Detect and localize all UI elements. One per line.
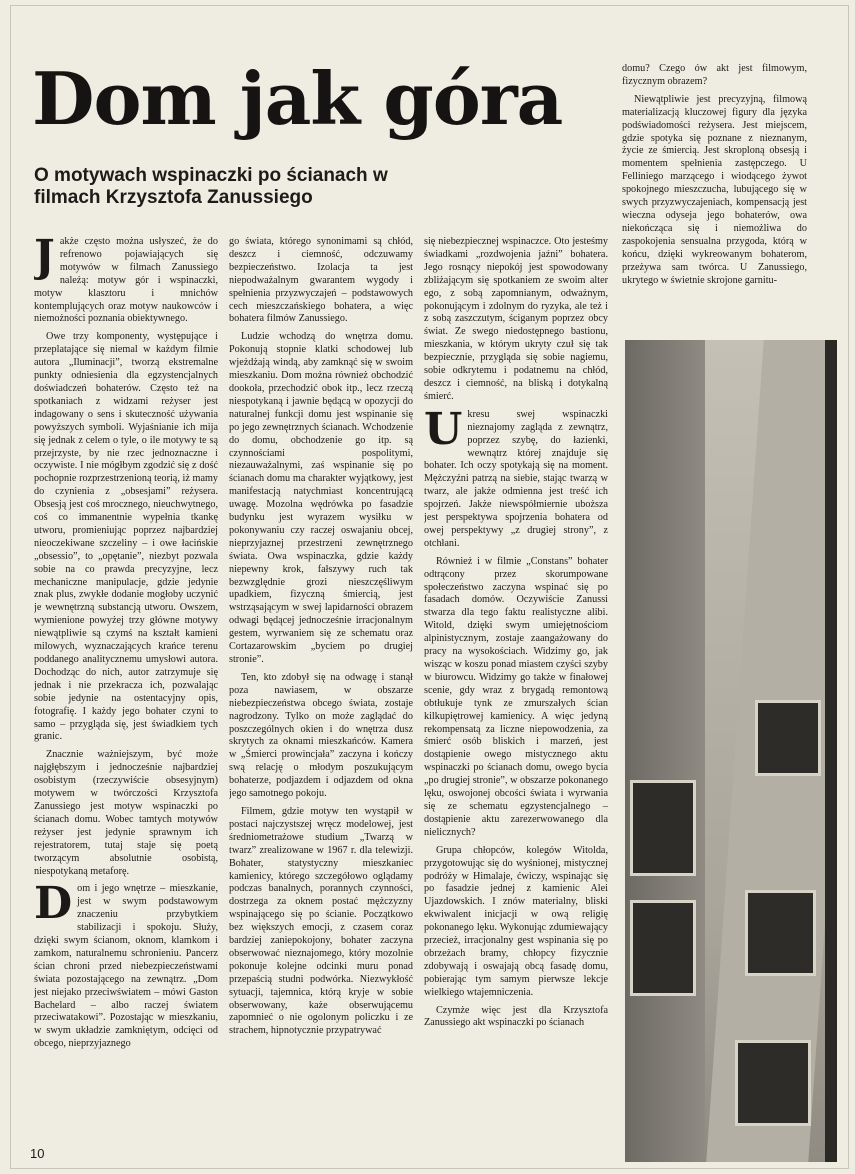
paragraph — [229, 236, 413, 326]
article-subtitle: O motywach wspinaczki po ścianach w filmach Krzysztofa Zanussiego — [34, 165, 388, 208]
paragraph-text: Ten, kto zdobył się na odwagę i stanął poza nawiasem, w obszarze niebezpieczeństwa obcego świata, zostaje nagrodzony. Tylko on może zaglądać do poszczególnych okien i do wnętrza dusz skrytych za oknami mieszkańców. Kamera w „Śmierci prowincjała” zaczyna i kończy swą relację o młodym poszukującym bohaterze, podjazdem i odjazdem od okna jego samotnego pokoju. — [229, 671, 413, 800]
paragraph — [622, 94, 807, 288]
paragraph-text: Czymże więc jest dla Krzysztofa Zanussiego akt wspinaczki po ścianach — [424, 1004, 608, 1029]
paragraph — [34, 878, 218, 1051]
building-photo — [625, 340, 837, 1162]
text-column-3 — [424, 236, 608, 1154]
paragraph — [424, 236, 608, 404]
paragraph-text: Znacznie ważniejszym, być może najgłębszym i jednocześnie najbardziej osobistym (rzeczywiście obsesyjnym) motywem w twórczości Krzysztofa Zanussiego jest motyw wspinaczki po ścianach domu. Wobec tamtych motywów reżyser jest jedynie sprawnym ich rejestratorem, tutaj staje się poetą tworzącym absolutnie osobistą, niespotykaną metaforę. — [34, 749, 218, 877]
text-column-2 — [229, 236, 413, 1154]
paragraph — [622, 63, 807, 89]
text-column-1 — [34, 236, 218, 1154]
drop-cap: J — [34, 236, 55, 282]
paragraph — [424, 1005, 608, 1031]
photo-building-edge — [825, 340, 837, 1162]
paragraph — [229, 331, 413, 667]
photo-window — [630, 900, 696, 996]
paragraph-text: się niebezpiecznej wspinaczce. Oto jesteśmy świadkami „rozdwojenia jaźni” bohatera. Jego rosnący niepokój jest spowodowany zbliżającym się spotkaniem ze swoim alter ego, z sobą zapomnianym, odważnym, pokonującym i zdolnym do ryzyka, ale też i z sobą zaszczutym, ściganym poprzez obcy świat. Ze swego niedostępnego bastionu, mieszkania, w którym ukryty czuł się tak bezpiecznie, przygląda się sobie nagiemu, sobie odkrytemu i podatnemu na chłód, deszcz i ciemność, na bliską i dotykalną śmierć. — [424, 236, 608, 402]
paragraph — [229, 806, 413, 1038]
paragraph-text: akże często można usłyszeć, że do refrenowo pojawiających się motywów w filmach Zanussiego należą: motyw gór i wspinaczki, motyw klasztoru i mnichów kontemplujących oraz motyw naukowców i niemożności poznania obiektywnego. — [34, 236, 218, 325]
photo-window — [735, 1040, 811, 1126]
photo-window — [745, 890, 816, 976]
paragraph — [229, 672, 413, 801]
drop-cap: U — [424, 403, 463, 455]
drop-cap: D — [34, 878, 73, 930]
paragraph-text: Owe trzy komponenty, występujące i przeplatające się niemal w każdym filmie autora „Iluminacji”, tworzą ekstremalne punkty odniesienia dla egzystencjalnych doświadczeń bohaterów. Często też na spotkaniach z widzami reżyser jest indagowany o sens i skuteczność używania powyższych symboli. Wyjaśnianie ich mija się jednak z celem o tyle, o ile motywy te są przejrzyste, by nie rzec jednoznaczne i oczywiste. I nie mógłbym zgodzić się z dość pochopnie rozprzestrzenioną teorią, iż mamy do czynienia z „obsesjami” reżysera. Obsesją jest coś mrocznego, nieuchwytnego, coś co immanentnie wypełnia tkankę utworu, promieniując poprzez najbardziej nieoczekiwane szczeliny – i owe łacińskie „obsessio”, to „opętanie”, niezbyt pozwala sobie na co prawda precyzyjne, lecz mechaniczne manipulacje, gdzie jedynie znak plus, zwykłe dodanie mogłoby uczynić je wewnętrzną substancją utworu. Owszem, wymienione powyżej trzy główne motywy niewątpliwie są czymś na kształt kamieni milowych, wyznaczających krańce terenu poddanego analitycznemu umysłowi autora. Dochodząc do nich, autor zatrzymuje się jednak i nie przekracza ich, pozwalając sobie jedynie na ostentacyjny opis, fotografię. I każdy jego bohater czyni to samo – przygląda się, jest świadkiem tych granic. — [34, 331, 218, 743]
photo-window — [755, 700, 821, 776]
photo-wall-left — [625, 340, 705, 1162]
photo-window — [630, 780, 696, 876]
paragraph — [34, 331, 218, 744]
paragraph-text: domu? Czego ów akt jest filmowym, fizycznym obrazem? — [622, 63, 807, 87]
paragraph-text: Również i w filmie „Constans” bohater odtrącony przez skorumpowane społeczeństwo zaczyna wspinać się po fasadach domów. Oczywiście Zanussi stwarza dla tego faktu realistyczne alibi. Witold, dzięki swym umiejętnościom alpinistycznym, zostaje zaangażowany do pracy na wysokościach. Widzimy go, jak wisząc w koszu ponad miastem czyści szyby w biurowcu. Widzimy go także w finałowej scenie, gdy wraz z brygadą remontową obtłukuje tynk ze zmurszałych ścian kilkupiętrowej kamienicy. A więc jedyną rekompensatą za liczne niepowodzenia, za śmierć osób bliskich i marzeń, jest dostąpienie owego mistycznego aktu wspinaczki po ścianach domu, owego bycia „po drugiej stronie”, w obszarze pokonanego lęku, oswojonej obcości świata i wyrwania się ze schematu egzystencjalnego – dostąpienie aktu zarezerwowanego dla nielicznych? — [424, 555, 608, 838]
paragraph — [34, 749, 218, 878]
text-column-4 — [622, 63, 807, 335]
paragraph-text: om i jego wnętrze – mieszkanie, jest w swym podstawowym znaczeniu przybytkiem stabilizacji i spokoju. Służy, dzięki swym ścianom, oknom, klamkom i zamkom, naturalnemu schronieniu. Pancerz ścian chroni przed niebezpieczeństwami świata pozostającego na zewnątrz. „Dom jest niejako przeciwświatem – mówi Gaston Bachelard – albo raczej światem przeciwatakowi”. Pozostając w mieszkaniu, w swym układzie zamkniętym, odcięci od obcego, nieprzyjaznego — [34, 883, 218, 1050]
paragraph-text: Niewątpliwie jest precyzyjną, filmową materializacją kluczowej figury dla języka podświadomości reżysera. Jest miejscem, gdzie spotyka się poznane z nieznanym, życie ze śmiercią. Jest skroploną obsesją i momentem spełnienia zastępczego. U Felliniego marzącego i wiodącego żywot spokojnego mieszczucha, lubującego się w swych przyzwyczajeniach, kompensacją jest wieczna odyseja jego bohaterów, owa niekończąca się i niemożliwa do zaspokojenia sensualna przygoda, którą w końcu, dzięki wykreowanym bohaterom, przeżywa sam twórca. U Zanussiego, ukrytego w świetnie skrojone garnitu- — [622, 93, 807, 286]
page-number: 10 — [30, 1146, 45, 1161]
paragraph-text: Ludzie wchodzą do wnętrza domu. Pokonują stopnie klatki schodowej lub wjeżdżają windą, aby zamknąć się w swoim mieszkaniu. Dom można również obchodzić dookoła, przechodzić obok itp., lecz rzeczą niespotykaną i jawnie będącą w opozycji do naturalnej funkcji domu jest wspinanie się po jego zewnętrznych ścianach. Wchodzenie do domu, obchodzenie go itp. są czynnościami pospolitymi, niezauważalnymi, zaś wspinanie się po ścianach domu ma charakter wyjątkowy, jest manifestacją natychmiast koncentrującą uwagę. Mozolna wędrówka po fasadzie budynku jest wyrazem wysiłku w pokonywaniu czy raczej oswajaniu obcej, nieprzyjaznej przestrzeni zewnętrznego świata. Owa wspinaczka, gdzie każdy niepewny krok, fałszywy ruch tak bezwzględnie grozi nieszczęśliwym upadkiem, fizyczną śmiercią, jest wstrząsającym w swej lapidarności obrazem odwagi będącej jednocześnie irracjonalnym gestem, wyrwaniem się ze schematu oraz Cortazarowskim „byciem po drugiej stronie”. — [229, 331, 413, 665]
paragraph — [34, 236, 218, 326]
paragraph — [424, 556, 608, 840]
paragraph-text: Grupa chłopców, kolegów Witolda, przygotowując się do wyśnionej, mistycznej podróży w Himalaje, ćwiczy, wspinając się po fasadzie jednej z kamienic Alei Ujazdowskich. I znów materialny, bliski ekwiwalent inicjacji w ową religię pokonanego lęku. Wykonując zdumiewający przecież, irracjonalny gest wspinania się po obrzeżach bramy, chłopcy fizycznie zdobywają i oswajają obcą fasadę domu, pobierając tym samym pierwsze lekcje wielkiego wtajemniczenia. — [424, 844, 608, 998]
paragraph — [424, 845, 608, 1000]
paragraph-text: kresu swej wspinaczki nieznajomy zagląda z zewnątrz, poprzez szybę, do łazienki, wewnątrz której znajduje się bohater. Ich oczy spotykają się na moment. Mężczyźni patrzą na siebie, stając twarzą w twarz, ale jakże odmienna jest treść ich spojrzeń. Jakże niewspółmiernie uboższa jest perspektywa spojrzenia bohatera od owej perspektywy „z drugiej strony”, z otchłani. — [424, 408, 608, 549]
article-title: Dom jak góra — [32, 56, 563, 141]
paragraph — [424, 403, 608, 551]
paragraph-text: Filmem, gdzie motyw ten wystąpił w postaci najczystszej wręcz modelowej, jest średniometrażowe studium „Twarzą w twarz” zrealizowane w 1967 r. dla telewizji. Bohater, statystyczny mieszkaniec kamienicy, którego szczegółowo oglądamy podczas banalnych, porannych czynności, dostrzega za oknem postać mężczyzny wspinającego się po ścianie. Początkowo bez większych emocji, z czasem coraz bardziej zaniepokojony, bohater zaczyna obserwować nieznajomego, który mozolnie pokonuje kolejne odcinki muru ponad przepaścią studni podwórka. Niezwykłość sytuacji, tajemnica, którą kryje w sobie obserwowany, każe obserwującemu zapomnieć o nie ogolonym policzku i ze strachem, hipnotycznie przypatrywać — [229, 805, 413, 1037]
paragraph-text: go świata, którego synonimami są chłód, deszcz i ciemność, odczuwamy bezpieczeństwo. Izolacja ta jest niepodważalnym gwarantem wygody i spełnienia przyzwyczajeń – podstawowych cech mieszczańskiego bohatera, a więc bohatera filmów Zanussiego. — [229, 236, 413, 325]
